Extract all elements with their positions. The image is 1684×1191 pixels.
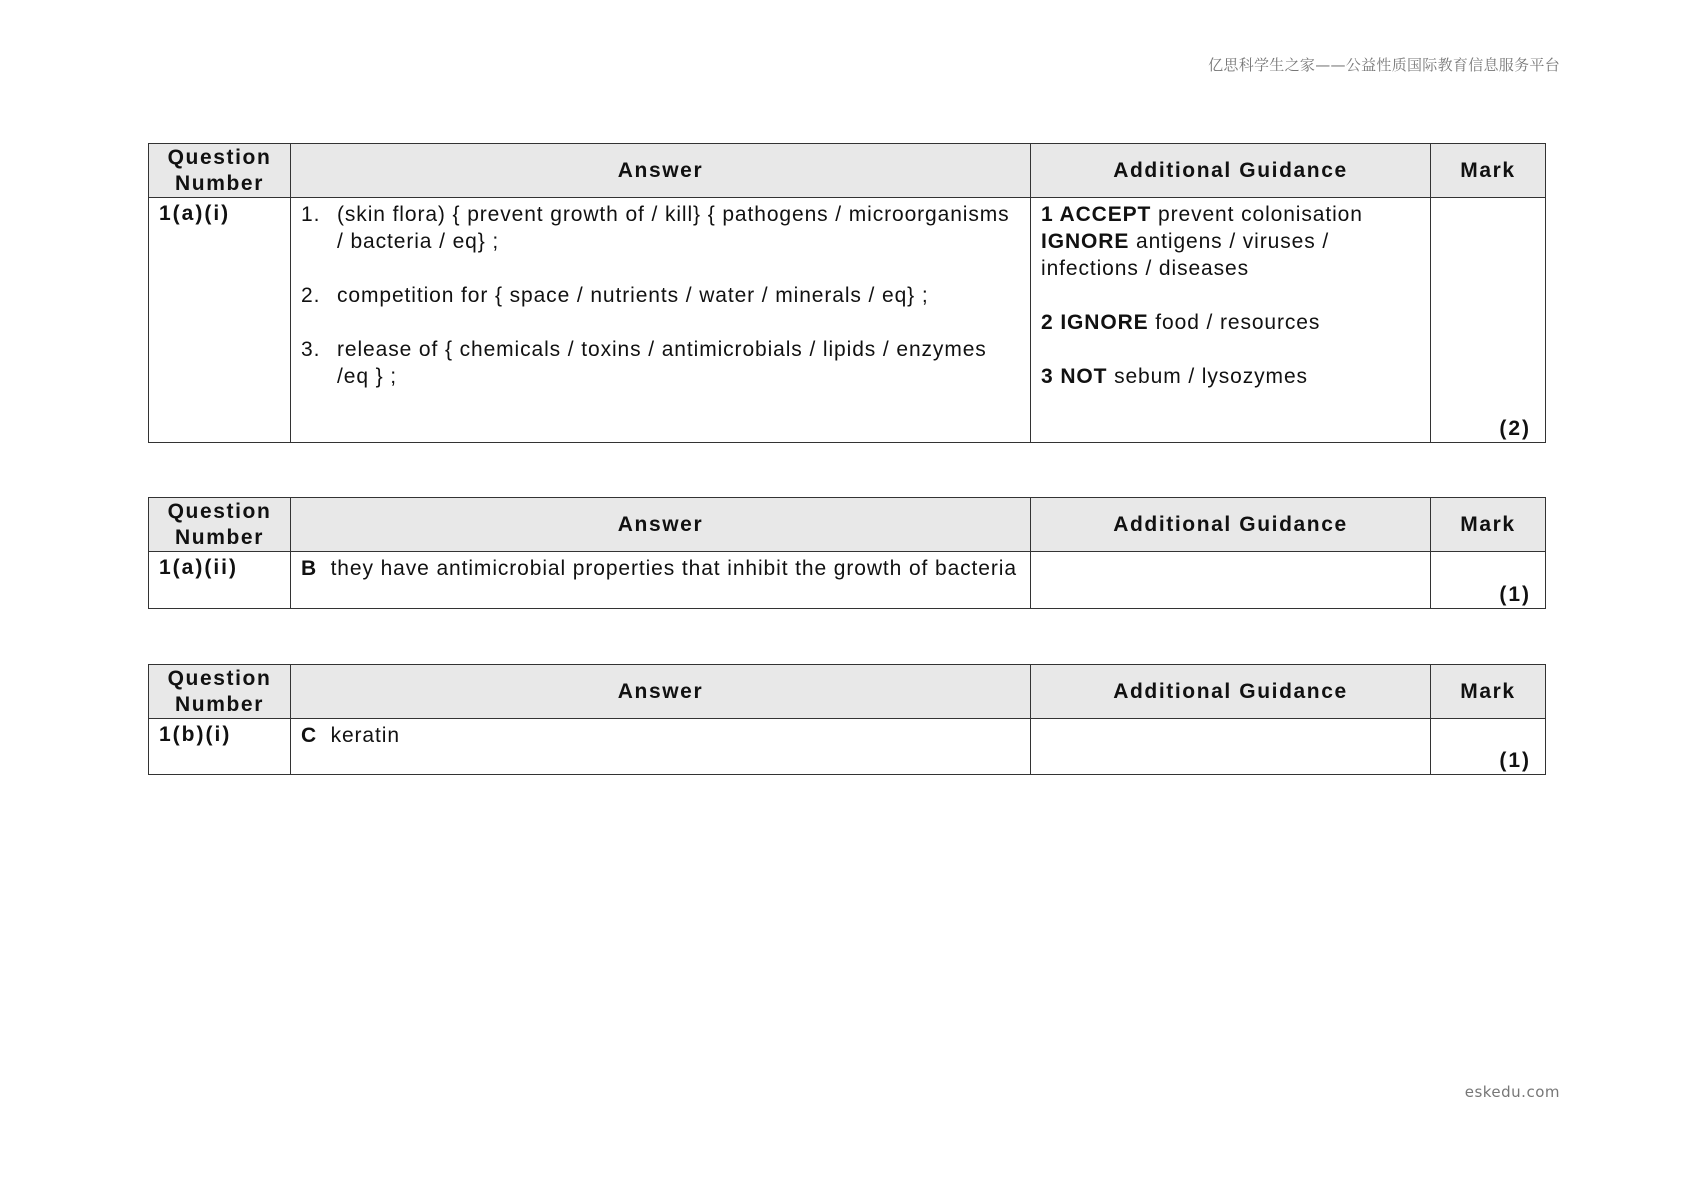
guidance-cell bbox=[1031, 198, 1431, 443]
point-text: (skin flora) { prevent growth of / kill} { pathogens / microorganisms / bacteria / eq} ; bbox=[337, 203, 1010, 253]
question-number: 1(a)(ii) bbox=[149, 552, 291, 609]
header-line-1: Question bbox=[167, 666, 272, 690]
header-line-1: Question bbox=[167, 145, 272, 169]
answer-point-3 bbox=[301, 336, 1020, 390]
point-number: 1. bbox=[301, 203, 321, 226]
point-number: 3. bbox=[301, 338, 321, 361]
point-number: 2. bbox=[301, 284, 321, 307]
guidance-header: Additional Guidance bbox=[1031, 498, 1431, 552]
header-line-2: Number bbox=[175, 525, 264, 549]
guidance-text: prevent colonisation bbox=[1151, 203, 1363, 226]
markscheme-table-1bi bbox=[148, 664, 1546, 775]
guidance-point-1b bbox=[1041, 228, 1420, 282]
question-number-header bbox=[149, 144, 291, 198]
table-row bbox=[149, 719, 1546, 775]
table-header-row bbox=[149, 144, 1546, 198]
guidance-point-3 bbox=[1041, 363, 1420, 390]
table-row bbox=[149, 552, 1546, 609]
answer-header: Answer bbox=[291, 498, 1031, 552]
answer-cell bbox=[291, 198, 1031, 443]
markscheme-table-1aii bbox=[148, 497, 1546, 609]
answer-header: Answer bbox=[291, 665, 1031, 719]
question-number-header bbox=[149, 498, 291, 552]
guidance-keyword: 1 ACCEPT bbox=[1041, 203, 1152, 226]
table-row bbox=[149, 198, 1546, 443]
mark-cell bbox=[1431, 552, 1546, 609]
guidance-cell bbox=[1031, 552, 1431, 609]
mark-value: (2) bbox=[1499, 417, 1531, 440]
guidance-keyword: IGNORE bbox=[1041, 230, 1130, 253]
guidance-keyword: 2 IGNORE bbox=[1041, 311, 1149, 334]
header-line-2: Number bbox=[175, 692, 264, 716]
answer-letter: B bbox=[301, 557, 318, 580]
point-text: competition for { space / nutrients / water / minerals / eq} ; bbox=[337, 284, 929, 307]
question-number: 1(a)(i) bbox=[149, 198, 291, 443]
answer-text: keratin bbox=[330, 724, 400, 747]
guidance-point-2 bbox=[1041, 309, 1420, 336]
guidance-header: Additional Guidance bbox=[1031, 144, 1431, 198]
question-number: 1(b)(i) bbox=[149, 719, 291, 775]
table-header-row bbox=[149, 498, 1546, 552]
answer-point-1 bbox=[301, 201, 1020, 255]
table-header-row bbox=[149, 665, 1546, 719]
answer-header: Answer bbox=[291, 144, 1031, 198]
header-line-2: Number bbox=[175, 171, 264, 195]
mark-value: (1) bbox=[1499, 749, 1531, 772]
guidance-cell bbox=[1031, 719, 1431, 775]
mark-value: (1) bbox=[1499, 583, 1531, 606]
header-line-1: Question bbox=[167, 499, 272, 523]
question-number-header bbox=[149, 665, 291, 719]
answer-letter: C bbox=[301, 724, 318, 747]
mark-cell bbox=[1431, 719, 1546, 775]
mark-cell bbox=[1431, 198, 1546, 443]
guidance-point-1 bbox=[1041, 201, 1420, 228]
header-note: 亿思科学生之家——公益性质国际教育信息服务平台 bbox=[1208, 56, 1560, 74]
guidance-keyword: 3 NOT bbox=[1041, 365, 1108, 388]
guidance-header: Additional Guidance bbox=[1031, 665, 1431, 719]
answer-point-2 bbox=[301, 282, 1020, 309]
mark-header: Mark bbox=[1431, 498, 1546, 552]
guidance-text: sebum / lysozymes bbox=[1107, 365, 1308, 388]
answer-text: they have antimicrobial properties that inhibit the growth of bacteria bbox=[330, 557, 1017, 580]
guidance-text: food / resources bbox=[1148, 311, 1321, 334]
guidance-text: antigens / viruses / infections / diseases bbox=[1041, 230, 1330, 280]
markscheme-table-1ai bbox=[148, 143, 1546, 443]
answer-cell bbox=[291, 552, 1031, 609]
mark-header: Mark bbox=[1431, 144, 1546, 198]
mark-header: Mark bbox=[1431, 665, 1546, 719]
answer-cell bbox=[291, 719, 1031, 775]
footer-note: eskedu.com bbox=[1464, 1083, 1560, 1101]
point-text: release of { chemicals / toxins / antimicrobials / lipids / enzymes /eq } ; bbox=[337, 338, 987, 388]
